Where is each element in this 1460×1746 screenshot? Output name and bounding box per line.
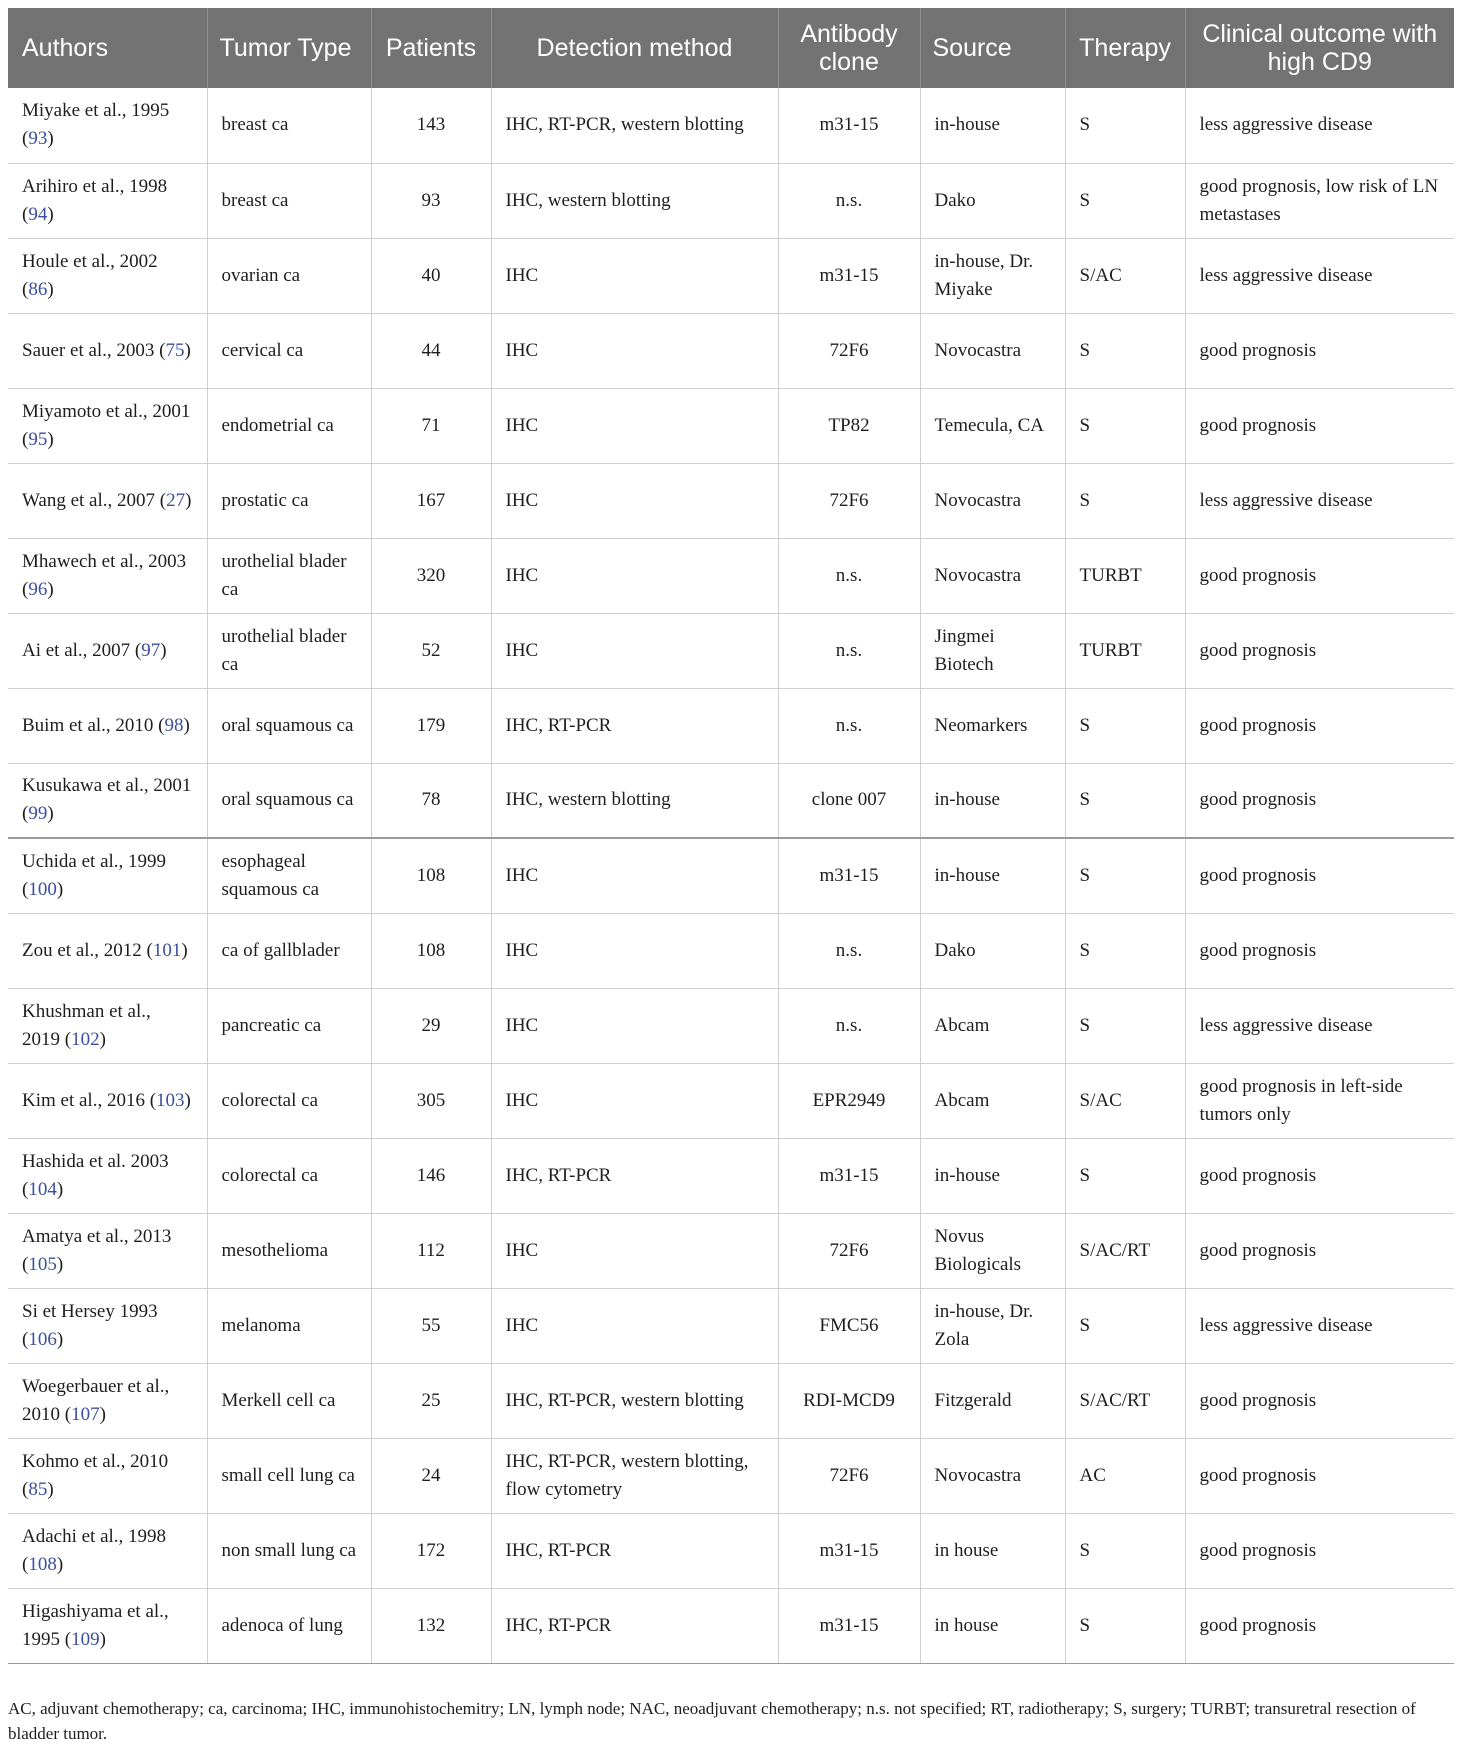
reference-link[interactable]: 107 [71, 1403, 100, 1425]
cell-tumor-type: breast ca [207, 163, 371, 238]
author-paren: ) [160, 639, 167, 661]
cell-therapy: S [1065, 163, 1185, 238]
cell-source: Novocastra [920, 313, 1065, 388]
table-row [8, 1063, 1454, 1138]
cell-therapy: S [1065, 1513, 1185, 1588]
cell-tumor-type: oral squamous ca [207, 763, 371, 838]
table-body [8, 88, 1454, 1663]
cell-therapy: S [1065, 1588, 1185, 1663]
cell-therapy: S [1065, 388, 1185, 463]
author-text: Buim et al., 2010 ( [22, 714, 165, 736]
cell-antibody-clone: m31-15 [778, 1513, 920, 1588]
reference-link[interactable]: 75 [165, 339, 185, 361]
cell-therapy: AC [1065, 1438, 1185, 1513]
author-text: Miyamoto et al., 2001 ( [22, 400, 191, 450]
header-clinical-outcome: Clinical outcome with high CD9 [1185, 8, 1454, 88]
cell-detection-method: IHC [491, 1288, 778, 1363]
cell-detection-method: IHC [491, 538, 778, 613]
cell-clinical-outcome: less aggressive disease [1185, 88, 1454, 163]
cell-antibody-clone: TP82 [778, 388, 920, 463]
author-paren: ) [99, 1028, 106, 1050]
cell-therapy: S [1065, 1288, 1185, 1363]
author-text: Miyake et al., 1995 ( [22, 100, 170, 150]
cell-source: Dako [920, 163, 1065, 238]
cell-clinical-outcome: good prognosis [1185, 688, 1454, 763]
cell-source: in-house [920, 88, 1065, 163]
cell-therapy: S [1065, 988, 1185, 1063]
table-row [8, 688, 1454, 763]
cell-source: in house [920, 1513, 1065, 1588]
cell-authors [8, 388, 207, 463]
table-row [8, 1138, 1454, 1213]
reference-link[interactable]: 86 [28, 278, 48, 300]
cell-antibody-clone: m31-15 [778, 1588, 920, 1663]
cell-patients: 146 [371, 1138, 491, 1213]
cell-authors [8, 613, 207, 688]
cell-authors [8, 313, 207, 388]
cell-source: Novocastra [920, 463, 1065, 538]
header-patients: Patients [371, 8, 491, 88]
table-row [8, 163, 1454, 238]
author-paren: ) [56, 878, 64, 900]
cell-clinical-outcome: good prognosis [1185, 913, 1454, 988]
cell-authors [8, 1138, 207, 1213]
author-paren: ) [47, 278, 54, 300]
cell-tumor-type: Merkell cell ca [207, 1363, 371, 1438]
cell-patients: 172 [371, 1513, 491, 1588]
cell-clinical-outcome: less aggressive disease [1185, 463, 1454, 538]
table-row [8, 1438, 1454, 1513]
cell-clinical-outcome: good prognosis [1185, 388, 1454, 463]
cell-tumor-type: adenoca of lung [207, 1588, 371, 1663]
cell-antibody-clone: 72F6 [778, 1438, 920, 1513]
cell-patients: 108 [371, 913, 491, 988]
cell-patients: 25 [371, 1363, 491, 1438]
cell-tumor-type: colorectal ca [207, 1138, 371, 1213]
cell-authors [8, 1288, 207, 1363]
cell-clinical-outcome: less aggressive disease [1185, 238, 1454, 313]
cell-detection-method: IHC, RT-PCR [491, 1138, 778, 1213]
table-row [8, 988, 1454, 1063]
table-row [8, 838, 1454, 913]
author-text: Si et Hersey 1993 ( [22, 1300, 158, 1350]
reference-link[interactable]: 85 [28, 1478, 48, 1500]
cell-detection-method: IHC, RT-PCR, western blotting, flow cytometry [491, 1438, 778, 1513]
cell-source: Neomarkers [920, 688, 1065, 763]
cell-detection-method: IHC, western blotting [491, 163, 778, 238]
cell-antibody-clone: EPR2949 [778, 1063, 920, 1138]
cell-antibody-clone: 72F6 [778, 1213, 920, 1288]
cell-clinical-outcome: good prognosis [1185, 1138, 1454, 1213]
cell-patients: 55 [371, 1288, 491, 1363]
cell-antibody-clone: n.s. [778, 913, 920, 988]
reference-link[interactable]: 98 [164, 714, 184, 736]
table-row [8, 388, 1454, 463]
cell-tumor-type: prostatic ca [207, 463, 371, 538]
cell-clinical-outcome: good prognosis [1185, 763, 1454, 838]
cell-tumor-type: endometrial ca [207, 388, 371, 463]
cell-therapy: S/AC [1065, 238, 1185, 313]
cell-tumor-type: ovarian ca [207, 238, 371, 313]
reference-link[interactable]: 100 [28, 878, 57, 900]
cell-source: in-house, Dr. Zola [920, 1288, 1065, 1363]
cell-antibody-clone: 72F6 [778, 463, 920, 538]
table-row [8, 238, 1454, 313]
cell-therapy: TURBT [1065, 538, 1185, 613]
cell-patients: 167 [371, 463, 491, 538]
cell-authors [8, 838, 207, 913]
cell-therapy: S [1065, 1138, 1185, 1213]
cell-patients: 320 [371, 538, 491, 613]
cell-tumor-type: pancreatic ca [207, 988, 371, 1063]
table-row [8, 913, 1454, 988]
table-row [8, 463, 1454, 538]
cell-therapy: S [1065, 88, 1185, 163]
cell-source: in-house [920, 763, 1065, 838]
cell-authors [8, 1363, 207, 1438]
cell-detection-method: IHC [491, 988, 778, 1063]
reference-link[interactable]: 97 [141, 639, 161, 661]
table-row [8, 538, 1454, 613]
cell-authors [8, 1213, 207, 1288]
cell-authors [8, 913, 207, 988]
cell-source: Novus Biologicals [920, 1213, 1065, 1288]
cell-antibody-clone: n.s. [778, 988, 920, 1063]
author-text: Ai et al., 2007 ( [22, 639, 142, 661]
cell-detection-method: IHC, RT-PCR [491, 1513, 778, 1588]
cell-patients: 93 [371, 163, 491, 238]
cell-source: in-house [920, 1138, 1065, 1213]
cell-therapy: S [1065, 763, 1185, 838]
cell-authors [8, 463, 207, 538]
cell-authors [8, 1438, 207, 1513]
author-paren: ) [56, 1253, 64, 1275]
header-therapy: Therapy [1065, 8, 1185, 88]
author-paren: ) [47, 128, 54, 150]
cell-clinical-outcome: less aggressive disease [1185, 1288, 1454, 1363]
cell-source: Fitzgerald [920, 1363, 1065, 1438]
cell-patients: 40 [371, 238, 491, 313]
cell-antibody-clone: m31-15 [778, 1138, 920, 1213]
header-authors: Authors [8, 8, 207, 88]
table-row [8, 1513, 1454, 1588]
cell-authors [8, 988, 207, 1063]
cell-patients: 52 [371, 613, 491, 688]
cell-source: Dako [920, 913, 1065, 988]
cell-authors [8, 1063, 207, 1138]
header-antibody-clone: Antibody clone [778, 8, 920, 88]
reference-link[interactable]: 27 [166, 489, 186, 511]
author-paren: ) [99, 1403, 106, 1425]
cell-therapy: S [1065, 463, 1185, 538]
author-text: Wang et al., 2007 ( [22, 489, 167, 511]
cell-tumor-type: ca of gallblader [207, 913, 371, 988]
reference-link[interactable]: 99 [28, 803, 48, 825]
cell-patients: 132 [371, 1588, 491, 1663]
cell-patients: 179 [371, 688, 491, 763]
header-tumor-type: Tumor Type [207, 8, 371, 88]
cell-therapy: S/AC/RT [1065, 1363, 1185, 1438]
cell-antibody-clone: m31-15 [778, 88, 920, 163]
author-text: Uchida et al., 1999 ( [22, 850, 167, 900]
table-header-row [8, 8, 1454, 88]
cell-source: Novocastra [920, 1438, 1065, 1513]
author-text: Hashida et al. 2003 ( [22, 1150, 169, 1200]
cell-source: Abcam [920, 1063, 1065, 1138]
cell-authors [8, 163, 207, 238]
cell-tumor-type: esophageal squamous ca [207, 838, 371, 913]
reference-link[interactable]: 101 [152, 939, 182, 961]
cell-clinical-outcome: less aggressive disease [1185, 988, 1454, 1063]
cell-patients: 112 [371, 1213, 491, 1288]
cell-therapy: S [1065, 313, 1185, 388]
cell-patients: 108 [371, 838, 491, 913]
cell-clinical-outcome: good prognosis [1185, 1438, 1454, 1513]
cell-patients: 44 [371, 313, 491, 388]
cell-patients: 24 [371, 1438, 491, 1513]
cell-detection-method: IHC [491, 238, 778, 313]
cell-clinical-outcome: good prognosis [1185, 538, 1454, 613]
cell-authors [8, 688, 207, 763]
cell-tumor-type: cervical ca [207, 313, 371, 388]
table-row [8, 1288, 1454, 1363]
header-source: Source [920, 8, 1065, 88]
cell-source: Novocastra [920, 538, 1065, 613]
cell-clinical-outcome: good prognosis [1185, 1363, 1454, 1438]
cell-tumor-type: small cell lung ca [207, 1438, 371, 1513]
author-text: Woegerbauer et al., 2010 ( [22, 1375, 170, 1425]
cell-tumor-type: melanoma [207, 1288, 371, 1363]
author-paren: ) [56, 1178, 64, 1200]
cell-tumor-type: colorectal ca [207, 1063, 371, 1138]
author-paren: ) [47, 1478, 54, 1500]
reference-link[interactable]: 104 [28, 1178, 57, 1200]
table-row [8, 1363, 1454, 1438]
cell-authors [8, 538, 207, 613]
cell-source: Abcam [920, 988, 1065, 1063]
cell-clinical-outcome: good prognosis [1185, 838, 1454, 913]
cell-detection-method: IHC [491, 1213, 778, 1288]
reference-link[interactable]: 103 [156, 1089, 185, 1111]
cell-clinical-outcome: good prognosis [1185, 1213, 1454, 1288]
author-paren: ) [181, 939, 188, 961]
reference-link[interactable]: 108 [28, 1553, 57, 1575]
reference-link[interactable]: 94 [28, 203, 48, 225]
reference-link[interactable]: 102 [71, 1028, 100, 1050]
author-paren: ) [47, 578, 54, 600]
cell-detection-method: IHC [491, 1063, 778, 1138]
cell-antibody-clone: m31-15 [778, 238, 920, 313]
cell-clinical-outcome: good prognosis, low risk of LN metastases [1185, 163, 1454, 238]
author-paren: ) [99, 1628, 106, 1650]
author-text: Sauer et al., 2003 ( [22, 339, 166, 361]
cell-antibody-clone: n.s. [778, 613, 920, 688]
cell-source: in house [920, 1588, 1065, 1663]
cell-authors [8, 763, 207, 838]
table-row [8, 88, 1454, 163]
cell-patients: 143 [371, 88, 491, 163]
header-detection-method: Detection method [491, 8, 778, 88]
cell-tumor-type: urothelial blader ca [207, 613, 371, 688]
author-paren: ) [183, 714, 190, 736]
cell-antibody-clone: n.s. [778, 688, 920, 763]
cell-antibody-clone: RDI-MCD9 [778, 1363, 920, 1438]
cell-patients: 71 [371, 388, 491, 463]
author-text: Khushman et al., 2019 ( [22, 1000, 151, 1050]
cell-therapy: S/AC [1065, 1063, 1185, 1138]
cell-therapy: S/AC/RT [1065, 1213, 1185, 1288]
author-text: Mhawech et al., 2003 ( [22, 550, 187, 600]
cd9-studies-table [8, 8, 1454, 1664]
cell-detection-method: IHC, RT-PCR [491, 688, 778, 763]
author-paren: ) [47, 428, 54, 450]
cell-antibody-clone: m31-15 [778, 838, 920, 913]
author-text: Kusukawa et al., 2001 ( [22, 775, 192, 825]
author-paren: ) [185, 489, 192, 511]
cell-patients: 78 [371, 763, 491, 838]
cell-clinical-outcome: good prognosis [1185, 1513, 1454, 1588]
reference-link[interactable]: 109 [71, 1628, 100, 1650]
cell-authors [8, 238, 207, 313]
author-paren: ) [56, 1328, 64, 1350]
cell-detection-method: IHC [491, 913, 778, 988]
cell-authors [8, 88, 207, 163]
author-paren: ) [184, 339, 191, 361]
cell-antibody-clone: clone 007 [778, 763, 920, 838]
cell-antibody-clone: n.s. [778, 163, 920, 238]
table-row [8, 313, 1454, 388]
cell-clinical-outcome: good prognosis [1185, 1588, 1454, 1663]
table-footnote: AC, adjuvant chemotherapy; ca, carcinoma; IHC, immunohistochemitry; LN, lymph node; NAC, neoadjuvant chemotherapy; n.s. not specified; RT, radiotherapy; S, surgery; TURBT; transuretral resection of bladder tumor. [8, 1699, 1416, 1743]
cell-detection-method: IHC [491, 838, 778, 913]
table-row [8, 1213, 1454, 1288]
cell-clinical-outcome: good prognosis [1185, 613, 1454, 688]
cell-detection-method: IHC, RT-PCR, western blotting [491, 1363, 778, 1438]
reference-link[interactable]: 105 [28, 1253, 57, 1275]
cell-patients: 29 [371, 988, 491, 1063]
cell-patients: 305 [371, 1063, 491, 1138]
cell-tumor-type: breast ca [207, 88, 371, 163]
cell-antibody-clone: 72F6 [778, 313, 920, 388]
cell-source: in-house, Dr. Miyake [920, 238, 1065, 313]
author-text: Zou et al., 2012 ( [22, 939, 153, 961]
author-paren: ) [56, 1553, 64, 1575]
cell-therapy: TURBT [1065, 613, 1185, 688]
cell-detection-method: IHC, RT-PCR [491, 1588, 778, 1663]
cell-therapy: S [1065, 688, 1185, 763]
author-paren: ) [184, 1089, 191, 1111]
author-paren: ) [47, 803, 54, 825]
author-text: Higashiyama et al., 1995 ( [22, 1600, 169, 1650]
cell-antibody-clone: FMC56 [778, 1288, 920, 1363]
cell-tumor-type: mesothelioma [207, 1213, 371, 1288]
cell-therapy: S [1065, 913, 1185, 988]
author-text: Adachi et al., 1998 ( [22, 1525, 167, 1575]
cell-source: in-house [920, 838, 1065, 913]
cd9-studies-table-container [8, 8, 1454, 1664]
reference-link[interactable]: 106 [28, 1328, 57, 1350]
author-text: Kohmo et al., 2010 ( [22, 1450, 169, 1500]
table-row [8, 763, 1454, 838]
cell-source: Temecula, CA [920, 388, 1065, 463]
cell-detection-method: IHC [491, 613, 778, 688]
table-row [8, 613, 1454, 688]
cell-authors [8, 1513, 207, 1588]
table-row [8, 1588, 1454, 1663]
cell-antibody-clone: n.s. [778, 538, 920, 613]
author-text: Amatya et al., 2013 ( [22, 1225, 172, 1275]
cell-tumor-type: urothelial blader ca [207, 538, 371, 613]
reference-link[interactable]: 95 [28, 428, 48, 450]
cell-clinical-outcome: good prognosis in left-side tumors only [1185, 1063, 1454, 1138]
cell-source: Jingmei Biotech [920, 613, 1065, 688]
author-text: Kim et al., 2016 ( [22, 1089, 157, 1111]
cell-detection-method: IHC [491, 313, 778, 388]
cell-tumor-type: oral squamous ca [207, 688, 371, 763]
cell-detection-method: IHC [491, 463, 778, 538]
cell-therapy: S [1065, 838, 1185, 913]
author-paren: ) [47, 203, 54, 225]
cell-tumor-type: non small lung ca [207, 1513, 371, 1588]
cell-detection-method: IHC, RT-PCR, western blotting [491, 88, 778, 163]
cell-clinical-outcome: good prognosis [1185, 313, 1454, 388]
reference-link[interactable]: 96 [28, 578, 48, 600]
cell-detection-method: IHC [491, 388, 778, 463]
author-text: Arihiro et al., 1998 ( [22, 175, 168, 225]
reference-link[interactable]: 93 [28, 128, 48, 150]
cell-detection-method: IHC, western blotting [491, 763, 778, 838]
cell-authors [8, 1588, 207, 1663]
author-text: Houle et al., 2002 ( [22, 250, 158, 300]
